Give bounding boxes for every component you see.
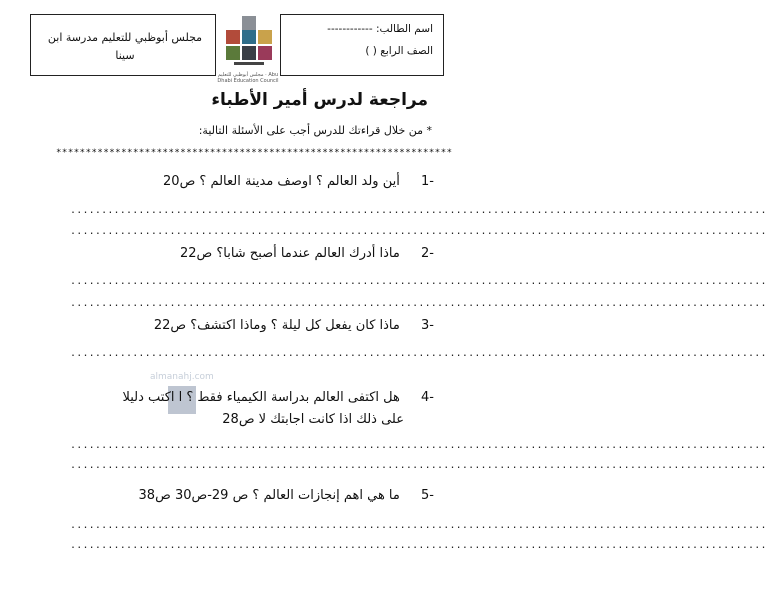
question-text: أين ولد العالم ؟ اوصف مدينة العالم ؟ ص20 [163,174,400,189]
answer-line[interactable]: ................................................................................................................ [70,298,767,309]
question-1 [163,174,434,189]
question-3 [154,318,434,333]
student-name-label: اسم الطالب: ------------ [327,23,433,35]
question-number: -5 [421,488,434,503]
answer-line[interactable]: ................................................................................................................ [70,226,767,237]
answer-line[interactable]: ................................................................................................................ [70,276,767,287]
answer-line[interactable]: ................................................................................................................ [70,540,767,551]
question-4-continued [222,410,404,430]
question-number: -2 [421,246,434,261]
question-2 [180,246,434,261]
logo-caption: مجلس أبوظبي للتعليم · Abu Dhabi Education Council [217,72,279,84]
answer-line[interactable]: ................................................................................................................ [70,205,767,216]
page-title: مراجعة لدرس أمير الأطباء [211,90,428,110]
question-text: ماذا كان يفعل كل ليلة ؟ وماذا اكتشف؟ ص22 [153,318,400,333]
answer-line[interactable]: ................................................................................................................ [70,460,767,471]
school-name-line2: سينا [115,49,135,62]
question-5 [139,488,434,503]
question-text: هل اكتفى العالم بدراسة الكيمياء فقط ؟ ا اكتب دليلا [122,390,400,405]
school-name-line1: مجلس أبوظبي للتعليم مدرسة ابن [47,31,203,44]
answer-line[interactable]: ................................................................................................................ [70,440,767,451]
council-logo-icon [220,14,276,76]
school-name [45,29,205,65]
star-divider: ******************************************************************* [56,148,453,158]
question-text: على ذلك اذا كانت اجابتك لا ص28 [222,412,404,427]
question-text: ما هي اهم إنجازات العالم ؟ ص 29-ص30 ص38 [138,488,400,503]
question-text: ماذا أدرك العالم عندما أصبح شابا؟ ص22 [179,246,400,261]
student-info-box [280,14,444,76]
question-4 [122,388,434,408]
question-number: -3 [421,318,434,333]
instruction-text: * من خلال قراءتك للدرس أجب على الأسئلة التالية: [198,124,432,137]
watermark-text: almanahj.com [150,372,214,382]
answer-line[interactable]: ................................................................................................................ [70,348,767,359]
school-name-box [30,14,216,76]
question-number: -4 [421,390,434,405]
question-number: -1 [421,174,434,189]
answer-line[interactable]: ................................................................................................................ [70,520,767,531]
grade-label: الصف الرابع ( ) [365,45,433,57]
